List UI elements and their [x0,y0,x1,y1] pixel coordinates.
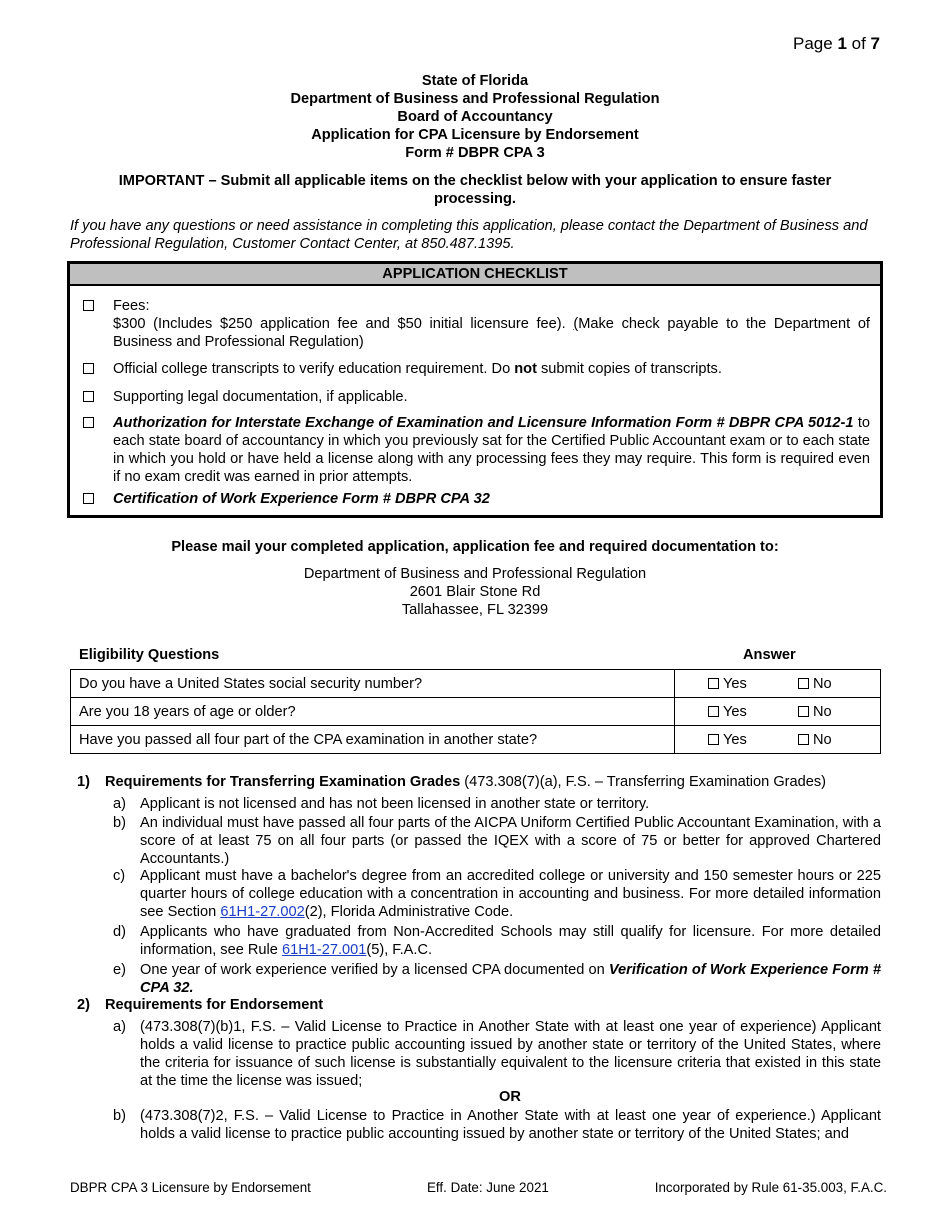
checkbox[interactable] [83,363,94,374]
header-state: State of Florida [421,73,529,89]
footer-effective-date: Eff. Date: June 2021 [427,1180,549,1195]
checklist-item-legal-docs: Supporting legal documentation, if applicable. [83,388,870,406]
no-option[interactable]: No [798,675,832,693]
checkbox[interactable] [708,706,719,717]
section-1-item-c: c) Applicant must have a bachelor's degree from an accredited college or university and 150 semester hours or 225 quarter hours of college education with a concentration in accounting and business. For more detailed information see Section 61H1-27.002(2), Florida Administrative Code. [113,868,881,920]
yes-option[interactable]: Yes [708,731,798,749]
section-1-item-d: d) Applicants who have graduated from Non-Accredited Schools may still qualify for licensure. For more detailed information, see Rule 61H1-27.001(5), F.A.C. [113,924,881,958]
help-text: If you have any questions or need assistance in completing this application, please contact the Department of Business and Professional Regulation, Customer Contact Center, at 850.487.1395. [70,218,868,252]
checklist-title: APPLICATION CHECKLIST [70,264,880,286]
mail-heading: Please mail your completed application, application fee and required documentation to: [171,539,779,555]
section-1-item-e: e) One year of work experience verified by a licensed CPA documented on Verification of Work Experience Form # CPA 32. [113,962,881,996]
fees-label: Fees: [113,298,150,314]
question-cell: Are you 18 years of age or older? [71,698,675,726]
footer-rule-reference: Incorporated by Rule 61-35.003, F.A.C. [654,1180,887,1195]
rule-link-61h1-27-002[interactable]: 61H1-27.002 [220,904,305,920]
checkbox[interactable] [708,734,719,745]
eligibility-label: Eligibility Questions [79,647,220,663]
checkbox[interactable] [83,300,94,311]
application-checklist [67,261,883,518]
no-option[interactable]: No [798,703,832,721]
table-row [71,726,881,754]
checkbox[interactable] [798,678,809,689]
checklist-item-transcripts: Official college transcripts to verify education requirement. Do not submit copies of transcripts. [83,360,870,378]
header-board: Board of Accountancy [397,109,553,125]
header-form-number: Form # DBPR CPA 3 [405,145,545,161]
checkbox[interactable] [83,391,94,402]
yes-option[interactable]: Yes [708,703,798,721]
answer-cell [675,726,881,754]
checklist-item-work-experience: Certification of Work Experience Form # DBPR CPA 32 [83,490,870,508]
checklist-item-authorization: Authorization for Interstate Exchange of Examination and Licensure Information Form # DBPR CPA 5012-1 to each state board of accountancy in which you previously sat for the Certified Public Accountant exam or to each state in which you hold or have held a license along with any processing fees they may require. This form is required even if no exam credit was earned in prior attempts. [83,414,870,486]
table-row [71,698,881,726]
checklist-item-fees: Fees: $300 (Includes $250 application fee and $50 initial licensure fee). (Make check payable to the Department of Business and Professional Regulation) [83,297,870,351]
checkbox[interactable] [708,678,719,689]
yes-option[interactable]: Yes [708,675,798,693]
question-cell: Do you have a United States social security number? [71,670,675,698]
no-option[interactable]: No [798,731,832,749]
checkbox[interactable] [83,417,94,428]
header-title: Application for CPA Licensure by Endorsement [311,127,639,143]
page-number: Page 1 of 7 [793,34,880,53]
answer-cell [675,698,881,726]
table-row [71,670,881,698]
important-notice: IMPORTANT – Submit all applicable items on the checklist below with your application to ensure faster processing. [118,173,832,207]
checkbox[interactable] [798,706,809,717]
section-1-item-a: a) Applicant is not licensed and has not been licensed in another state or territory. [113,796,650,812]
section-1-heading: 1) Requirements for Transferring Examination Grades (473.308(7)(a), F.S. – Transferring Examination Grades) [77,774,827,790]
section-1-item-b: b) An individual must have passed all four parts of the AICPA Uniform Certified Public Accountant Examination, with a score of at least 75 on all four parts (or passed the IQEX with a score of 75 or better for approved Chartered Accountants.) [113,815,881,867]
section-2-item-a: a) (473.308(7)(b)1, F.S. – Valid License to Practice in Another State with at least one year of experience) Applicant holds a valid license to practice public accounting issued by another state or territory of the United States, where the criteria for issuance of such license is substantially equivalent to the licensure criteria that existed in this state at the time the license was issued; [113,1019,881,1089]
or-separator: OR [499,1089,521,1105]
eligibility-table [70,669,881,754]
footer-form-name: DBPR CPA 3 Licensure by Endorsement [70,1180,311,1195]
section-2-heading: 2) Requirements for Endorsement [77,997,324,1013]
document-header [0,72,950,162]
header-department: Department of Business and Professional Regulation [290,91,660,107]
question-cell: Have you passed all four part of the CPA examination in another state? [71,726,675,754]
rule-link-61h1-27-001[interactable]: 61H1-27.001 [281,942,367,958]
checkbox[interactable] [83,493,94,504]
mailing-address: Department of Business and Professional Regulation 2601 Blair Stone Rd Tallahassee, FL 32399 [303,566,647,618]
section-2-item-b: b) (473.308(7)2, F.S. – Valid License to Practice in Another State with at least one year of experience.) Applicant holds a valid license to practice public accounting issued by another state or territory of the United States; and [113,1108,881,1142]
answer-cell [675,670,881,698]
checkbox[interactable] [798,734,809,745]
answer-label: Answer [743,647,796,663]
